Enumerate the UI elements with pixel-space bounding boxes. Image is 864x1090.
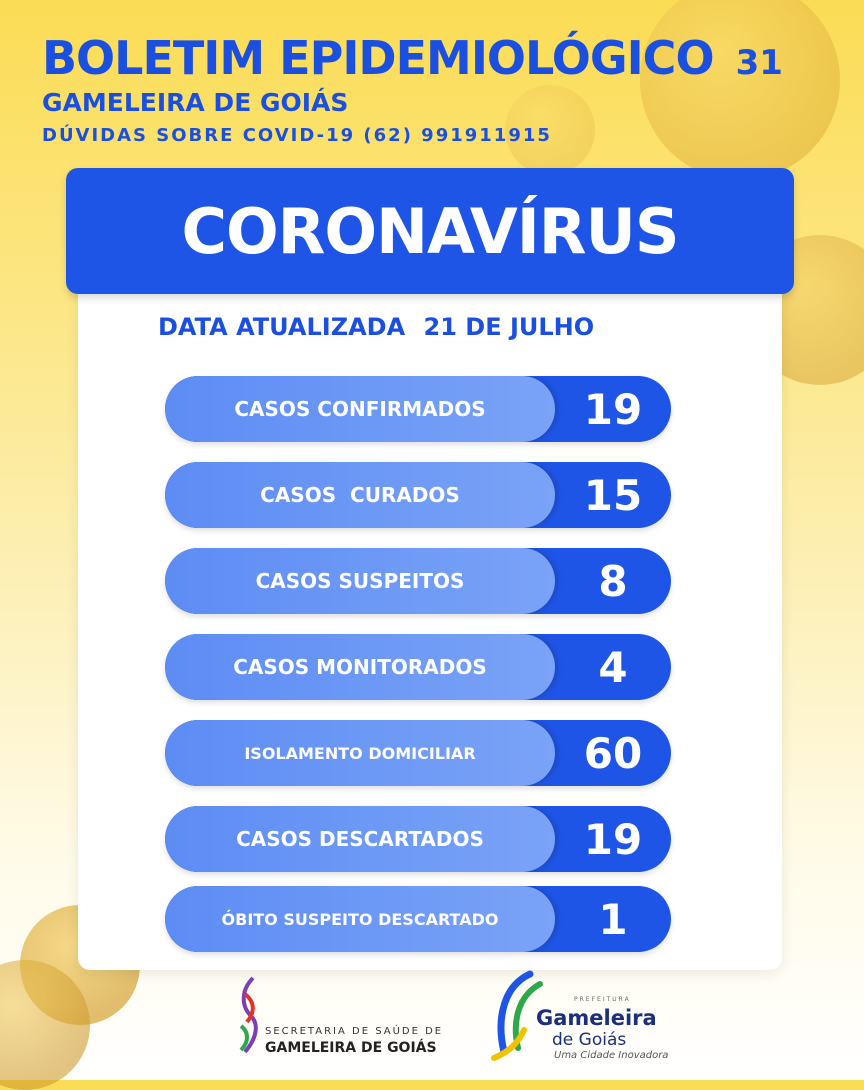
health-secretariat-emblem-icon bbox=[235, 976, 263, 1056]
prefeitura-label: PREFEITURA bbox=[574, 996, 631, 1003]
stat-label: CASOS MONITORADOS bbox=[165, 634, 555, 700]
city-hall-logo bbox=[490, 968, 680, 1068]
coronavirus-banner bbox=[66, 168, 794, 294]
title-row bbox=[42, 30, 834, 86]
banner-title: CORONAVÍRUS bbox=[181, 194, 679, 268]
stat-value: 19 bbox=[583, 384, 643, 434]
stat-label: CASOS SUSPEITOS bbox=[165, 548, 555, 614]
health-secretariat-logo bbox=[235, 968, 465, 1068]
stat-label: CASOS CURADOS bbox=[165, 462, 555, 528]
stat-value: 15 bbox=[583, 470, 643, 520]
stat-value: 1 bbox=[598, 894, 628, 944]
stat-suspected bbox=[165, 548, 671, 614]
stat-value: 4 bbox=[598, 642, 628, 692]
stat-value: 8 bbox=[598, 556, 628, 606]
stat-value: 60 bbox=[583, 728, 643, 778]
stat-label: ISOLAMENTO DOMICILIAR bbox=[165, 720, 555, 786]
city-logo-name-line1: Gameleira bbox=[536, 1006, 657, 1030]
stat-monitored bbox=[165, 634, 671, 700]
covid-hotline: DÚVIDAS SOBRE COVID-19 (62) 991911915 bbox=[42, 125, 552, 146]
update-date bbox=[158, 313, 718, 341]
secretariat-line2: GAMELEIRA DE GOIÁS bbox=[265, 1040, 437, 1056]
stat-label: ÓBITO SUSPEITO DESCARTADO bbox=[165, 886, 555, 952]
stat-death-discarded bbox=[165, 886, 671, 952]
stat-label: CASOS DESCARTADOS bbox=[165, 806, 555, 872]
update-label: DATA ATUALIZADA bbox=[158, 313, 406, 341]
update-date-value: 21 DE JULHO bbox=[423, 313, 595, 341]
bulletin-edition-number: 31 bbox=[735, 43, 783, 83]
stat-label: CASOS CONFIRMADOS bbox=[165, 376, 555, 442]
bulletin-header bbox=[42, 30, 834, 146]
secretariat-line1: SECRETARIA DE SAÚDE DE bbox=[265, 1026, 444, 1037]
bulletin-title: BOLETIM EPIDEMIOLÓGICO bbox=[42, 31, 714, 85]
stat-discarded bbox=[165, 806, 671, 872]
stat-recovered bbox=[165, 462, 671, 528]
stat-home-isolation bbox=[165, 720, 671, 786]
stat-value: 19 bbox=[583, 814, 643, 864]
stat-confirmed bbox=[165, 376, 671, 442]
city-slogan: Uma Cidade Inovadora bbox=[554, 1050, 669, 1061]
city-logo-name-line2: de Goiás bbox=[552, 1030, 627, 1050]
city-name: GAMELEIRA DE GOIÁS bbox=[42, 88, 349, 117]
